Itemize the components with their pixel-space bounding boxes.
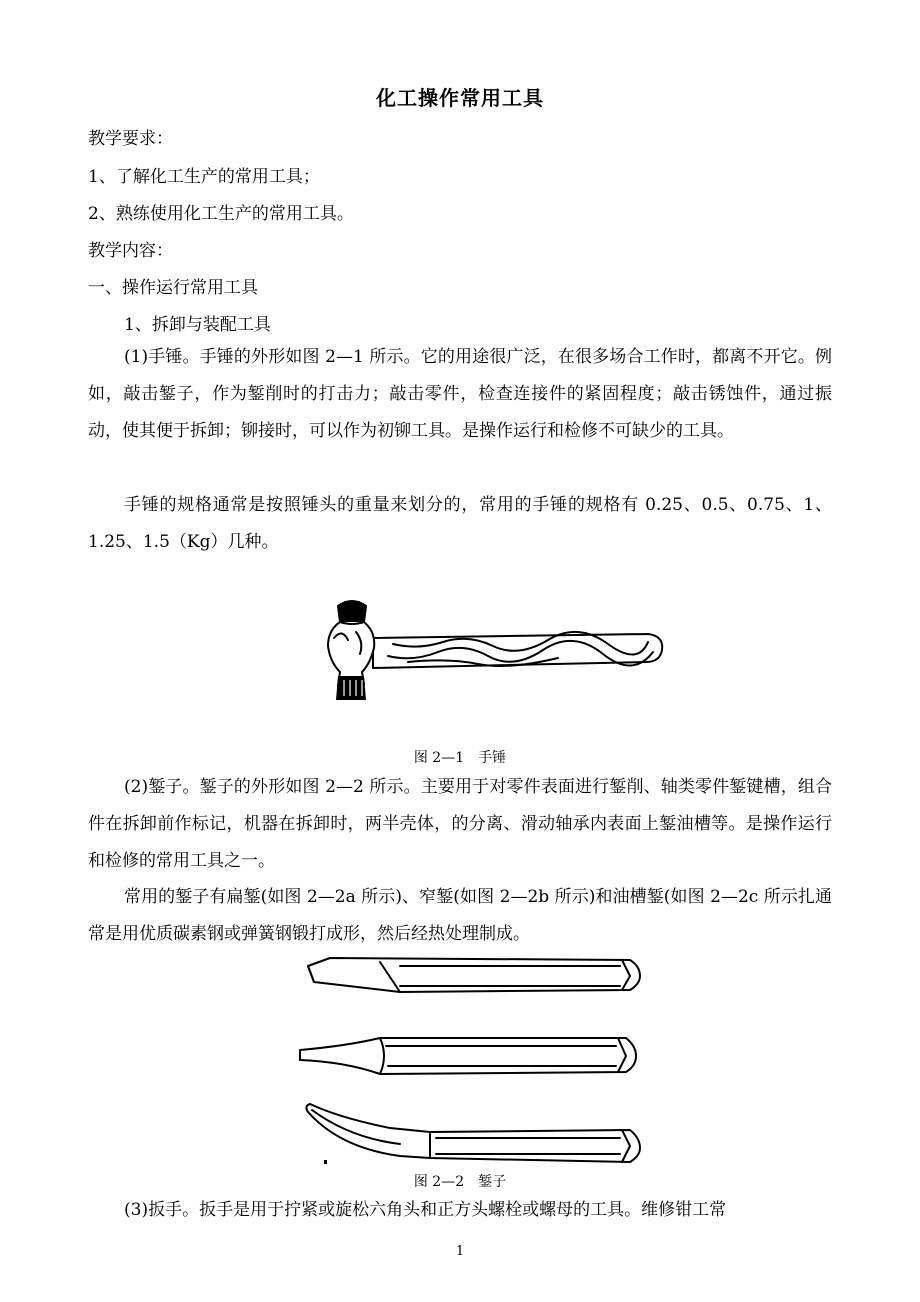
hammer-intro-paragraph: (1)手锤。手锤的外形如图 2—1 所示。它的用途很广泛，在很多场合工作时，都离不开它。例如，敲击錾子，作为錾削时的打击力；敲击零件，检查连接件的紧固程度；敲击锈蚀件，通过振动，使其便于拆卸；铆接时，可以作为初铆工具。是操作运行和检修不可缺少的工具。 bbox=[88, 347, 832, 441]
page-number: 1 bbox=[455, 1244, 465, 1259]
chisel-types-paragraph: 常用的錾子有扁錾(如图 2—2a 所示)、窄錾(如图 2—2b 所示)和油槽錾(如图 2—2c 所示扎通常是用优质碳素钢或弹簧钢锻打成形，然后经热处理制成。 bbox=[88, 887, 832, 944]
section-heading-1: 一、操作运行常用工具 bbox=[88, 278, 258, 298]
teaching-content-heading: 教学内容： bbox=[88, 241, 173, 261]
figure-2-1-caption: 图 2—1 手锤 bbox=[413, 750, 507, 766]
wrench-intro-paragraph: (3)扳手。扳手是用于拧紧或旋松六角头和正方头螺栓或螺母的工具。维修钳工常 bbox=[124, 1200, 727, 1220]
figure-2-2-caption: 图 2—2 錾子 bbox=[413, 1174, 507, 1190]
page-title: 化工操作常用工具 bbox=[376, 86, 544, 110]
teaching-requirements-heading: 教学要求： bbox=[88, 129, 173, 149]
hammer-spec-paragraph: 手锤的规格通常是按照锤头的重量来划分的，常用的手锤的规格有 0.25、0.5、0.75、1、1.25、1.5（Kg）几种。 bbox=[88, 495, 832, 552]
chisel-intro-paragraph: (2)錾子。錾子的外形如图 2—2 所示。主要用于对零件表面进行錾削、轴类零件錾键槽，组合件在拆卸前作标记，机器在拆卸时，两半壳体，的分离、滑动轴承内表面上錾油槽等。是操作运行和检修的常用工具之一。 bbox=[88, 777, 832, 871]
hammer-illustration bbox=[318, 592, 668, 712]
requirement-2: 2、熟练使用化工生产的常用工具。 bbox=[88, 204, 354, 224]
subsection-heading-1: 1、拆卸与装配工具 bbox=[124, 315, 271, 335]
chisel-illustration-b bbox=[296, 1030, 641, 1080]
chisel-illustration-c bbox=[300, 1098, 645, 1168]
chisel-illustration-a bbox=[300, 952, 645, 1002]
requirement-1: 1、了解化工生产的常用工具； bbox=[88, 167, 320, 187]
